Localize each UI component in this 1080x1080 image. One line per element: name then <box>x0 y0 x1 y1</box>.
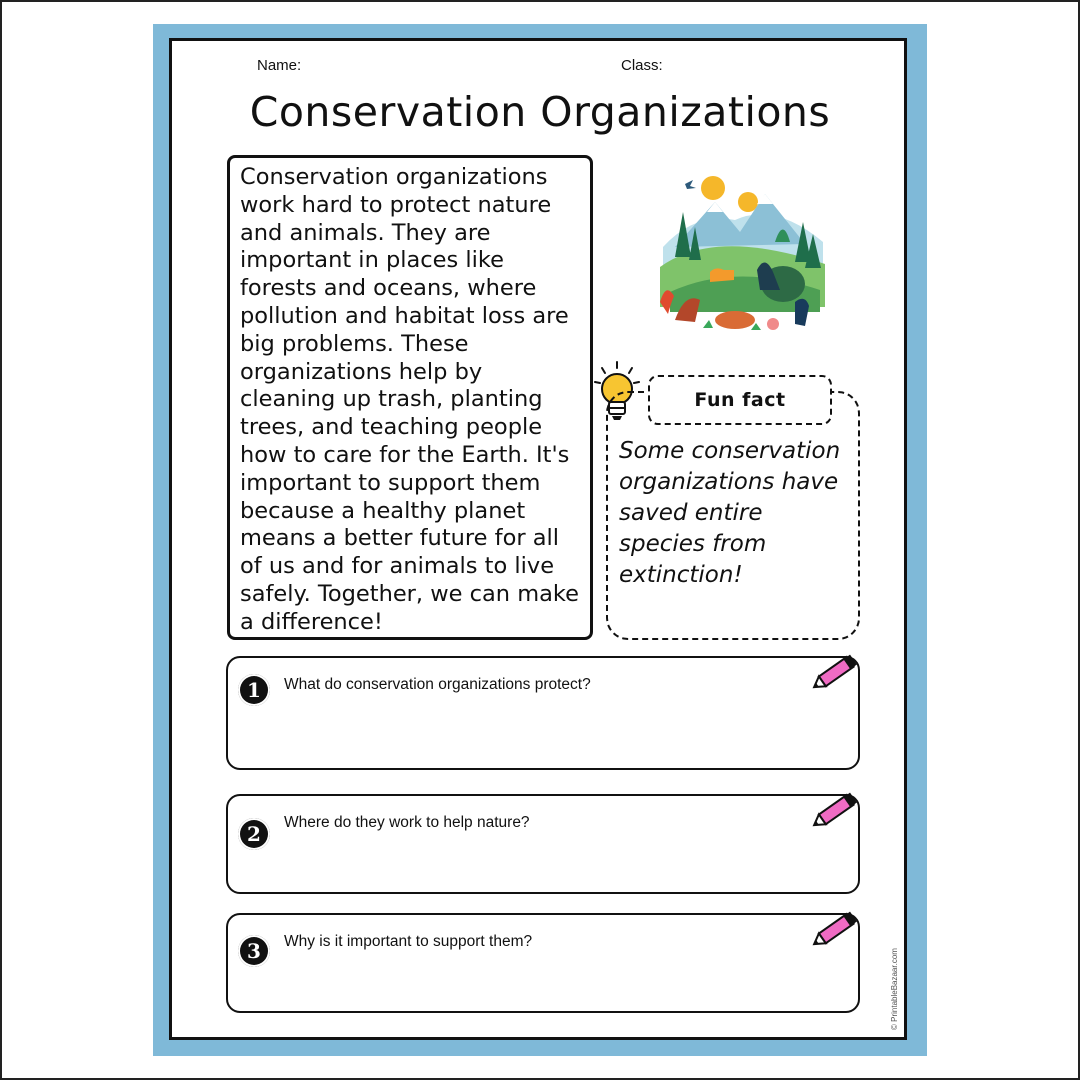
question-box-1[interactable] <box>226 656 860 770</box>
question-number-2: 2 <box>238 818 270 850</box>
name-label: Name: <box>257 57 302 74</box>
nature-illustration <box>655 172 830 337</box>
fun-fact-heading: Fun fact <box>648 375 832 425</box>
copyright-credit: © PrintableBazaar.com <box>890 948 899 1030</box>
question-box-3[interactable] <box>226 913 860 1013</box>
question-number-1: 1 <box>238 674 270 706</box>
pencil-icon <box>810 788 862 834</box>
question-text-1: What do conservation organizations protect? <box>284 676 591 693</box>
question-text-3: Why is it important to support them? <box>284 933 533 950</box>
page-title: Conservation Organizations <box>249 88 831 136</box>
question-number-3: 3 <box>238 935 270 967</box>
class-label: Class: <box>621 57 663 74</box>
fun-fact-text: Some conservation organizations have saved entire species from extinction! <box>619 438 841 588</box>
pencil-icon <box>810 650 862 696</box>
reading-passage: Conservation organizations work hard to protect nature and animals. They are important in places like forests and oceans, where pollution and habitat loss are big problems. These organizations help by cleaning up trash, planting trees, and teaching people how to care for the Earth. It's important to support them because a healthy planet means a better future for all of us and for animals to live safely. Together, we can make a difference! <box>227 155 593 640</box>
question-text-2: Where do they work to help nature? <box>284 814 530 831</box>
question-box-2[interactable] <box>226 794 860 894</box>
pencil-icon <box>810 907 862 953</box>
